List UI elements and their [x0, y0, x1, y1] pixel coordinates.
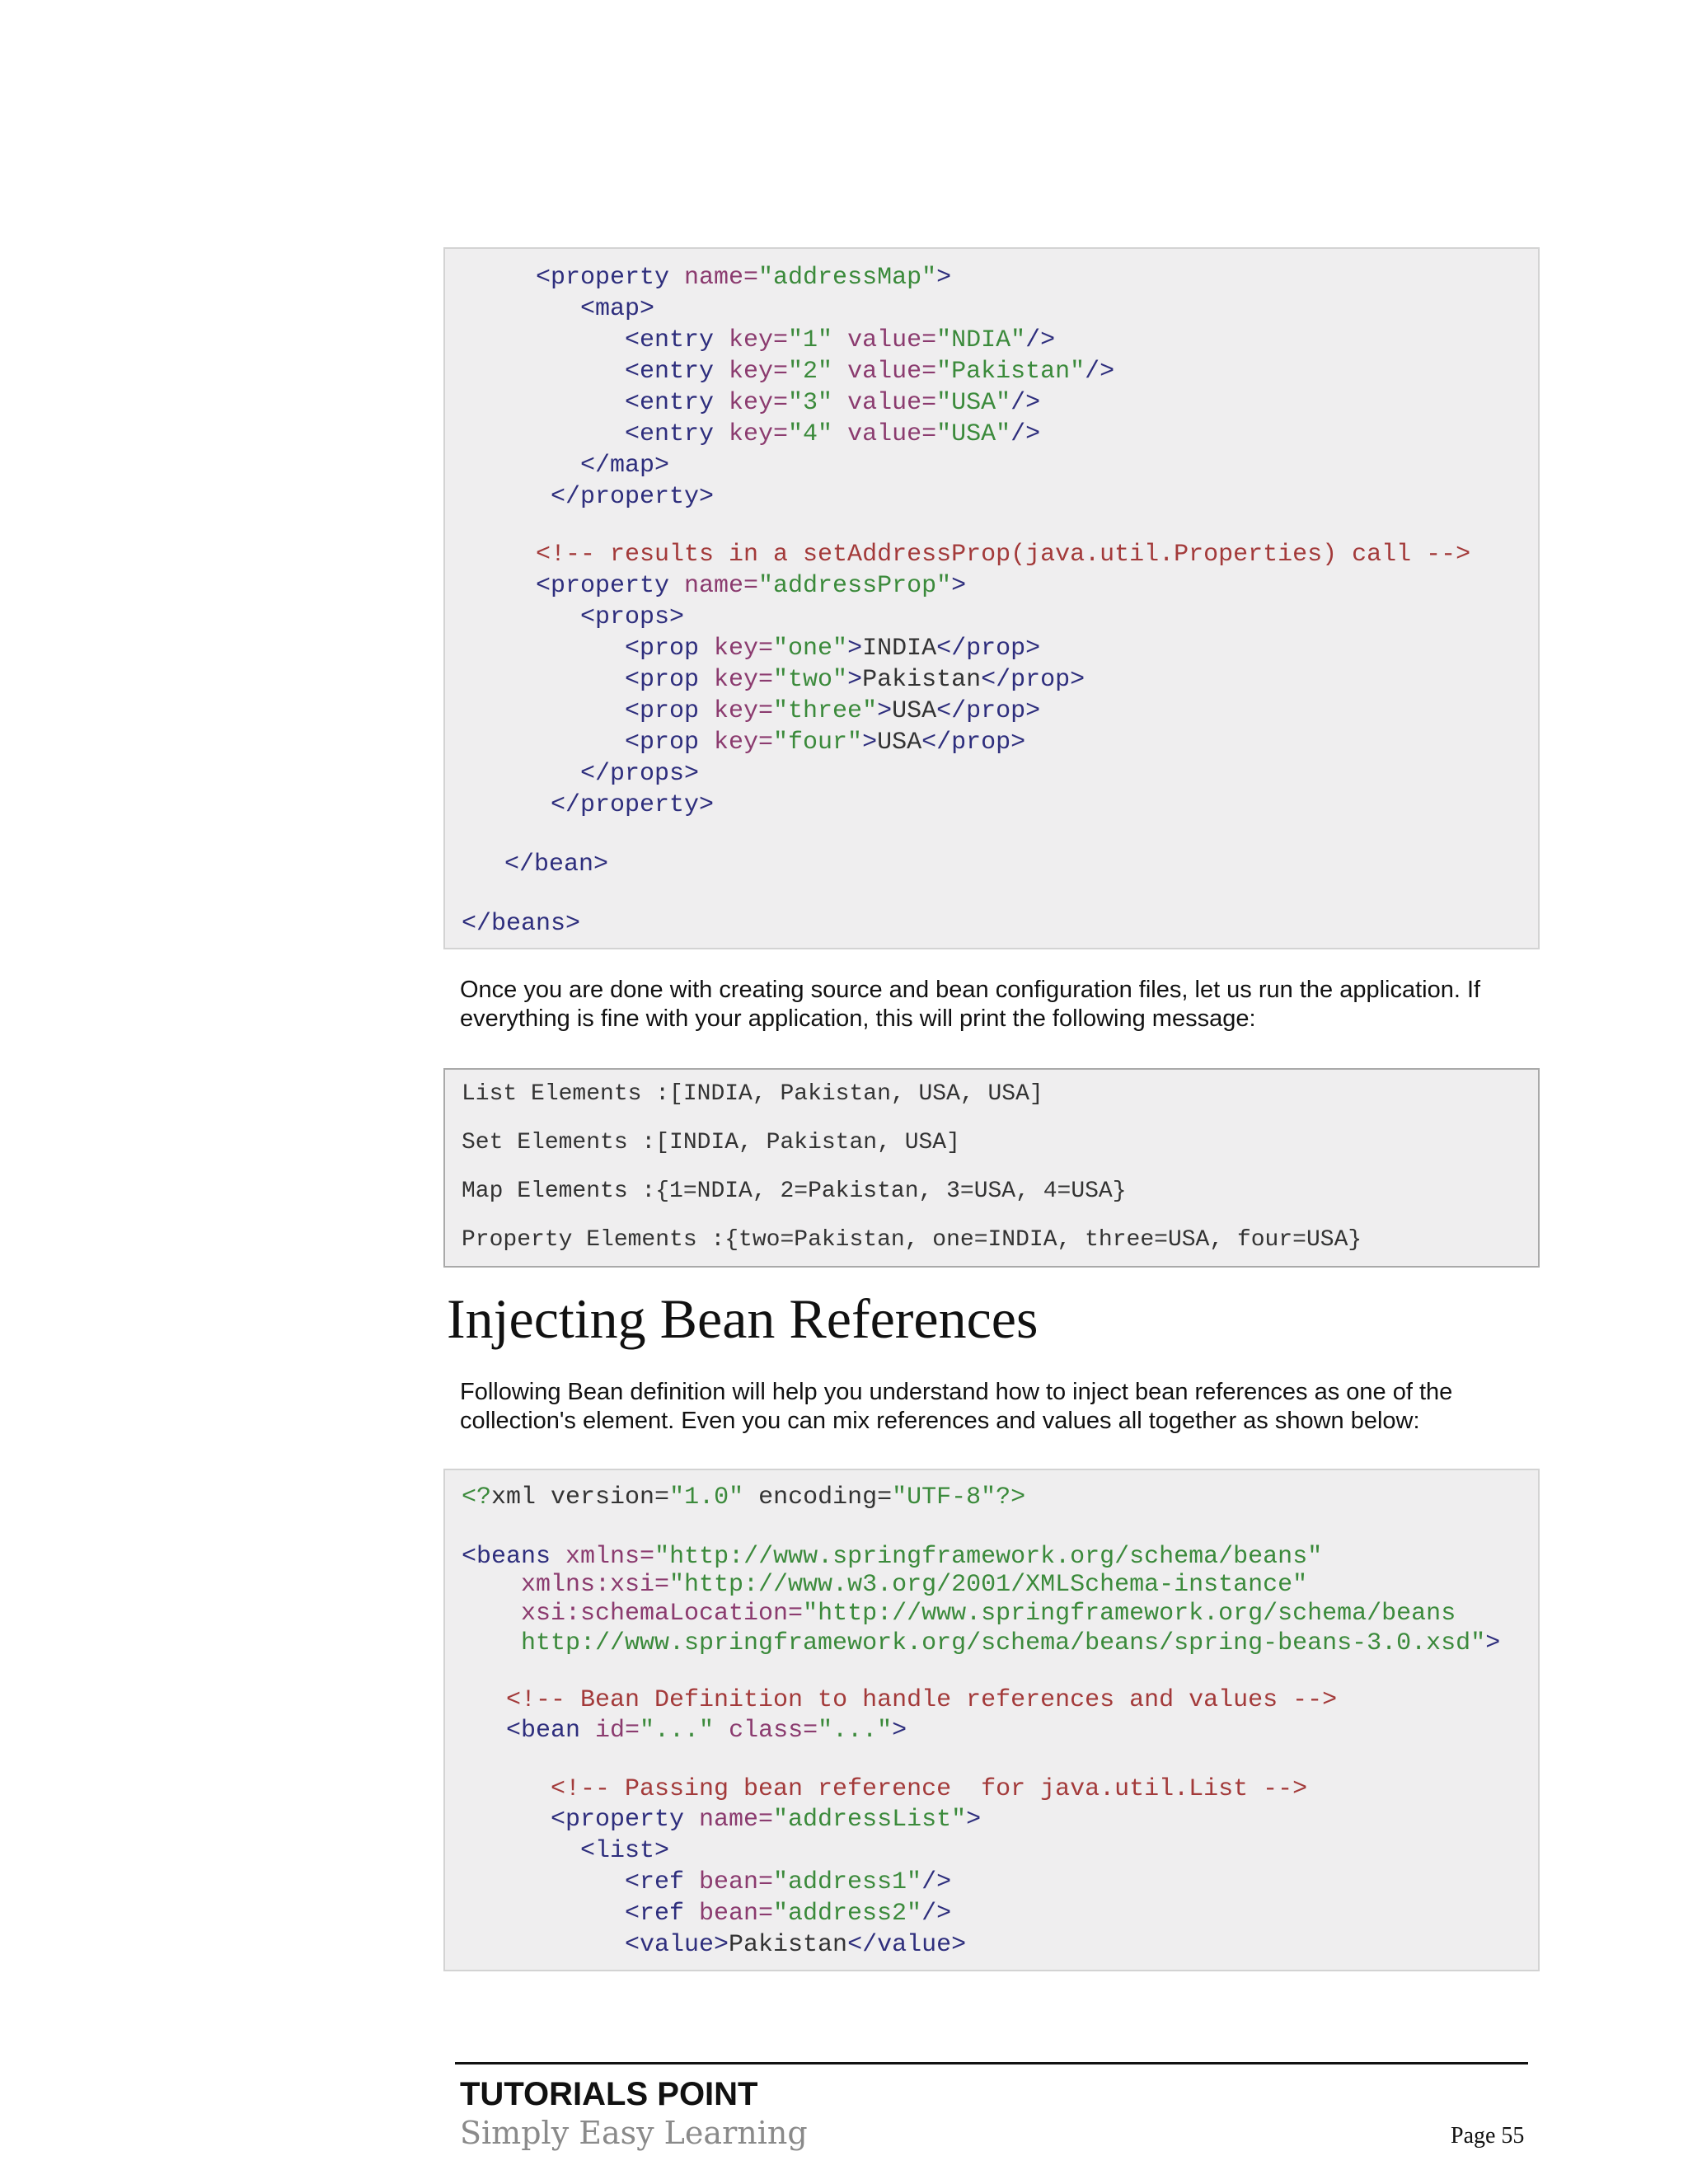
code-token: /> [1085, 358, 1115, 386]
code-line [551, 481, 714, 513]
code-token: key= [714, 635, 774, 663]
code-token: <!-- Bean Definition to handle references and values --> [506, 1686, 1338, 1714]
code-line [521, 1598, 1456, 1629]
code-comment [536, 539, 1470, 570]
code-token: <ref [625, 1900, 700, 1928]
code-token: xmlns:xsi= [521, 1571, 670, 1599]
code-token: key= [714, 729, 774, 757]
code-token: <list> [580, 1837, 670, 1865]
code-line [625, 664, 1085, 696]
code-token: <prop [625, 729, 715, 757]
code-token: name= [684, 572, 759, 600]
code-token: key= [729, 326, 789, 354]
code-line [536, 262, 951, 293]
code-token: <ref [625, 1868, 700, 1896]
code-token: class= [729, 1717, 818, 1745]
code-block-beans-continued [443, 247, 1540, 949]
body-paragraph-run-application [460, 976, 1531, 1033]
code-token: <!-- Passing bean reference for java.util.List --> [551, 1775, 1308, 1803]
code-line [580, 293, 654, 325]
code-token: "address2" [773, 1900, 922, 1928]
code-token: /> [921, 1900, 952, 1928]
code-token: "http://www.springframework.org/schema/beans [803, 1600, 1456, 1628]
code-line [625, 1929, 966, 1961]
code-token: <entry [625, 420, 729, 448]
output-line: List Elements :[INDIA, Pakistan, USA, USA] [462, 1081, 1043, 1107]
code-token: bean= [699, 1900, 774, 1928]
code-line [580, 758, 699, 790]
code-line [625, 1898, 951, 1929]
code-comment [551, 1774, 1307, 1805]
code-line [625, 325, 1055, 356]
code-token: USA [892, 697, 937, 725]
output-line: Property Elements :{two=Pakistan, one=INDIA, three=USA, four=USA} [462, 1227, 1362, 1253]
code-token: > [936, 264, 952, 292]
code-token: "addressList" [773, 1806, 967, 1834]
body-paragraph-bean-references [460, 1378, 1531, 1436]
section-heading: Injecting Bean References [447, 1287, 1039, 1350]
code-token: /> [921, 1868, 952, 1896]
code-token: "four" [773, 729, 863, 757]
code-token: </prop> [936, 697, 1041, 725]
footer-brand: TUTORIALS POINT [460, 2076, 758, 2112]
code-token: </props> [580, 760, 700, 788]
code-token: <property [536, 264, 685, 292]
code-token: </prop> [936, 635, 1041, 663]
code-token: > [847, 666, 863, 694]
code-token: "three" [773, 697, 878, 725]
paragraph-line: collection's element. Even you can mix references and values all together as shown below: [460, 1408, 1420, 1434]
footer-tagline: Simply Easy Learning [460, 2115, 808, 2151]
code-token: value= [847, 326, 937, 354]
code-token: > [847, 635, 863, 663]
code-token: <bean [506, 1717, 596, 1745]
code-token: xsi:schemaLocation= [521, 1600, 804, 1628]
code-token: "3" [788, 389, 848, 417]
code-line [625, 696, 1040, 727]
code-token: "http://www.springframework.org/schema/beans" [654, 1543, 1323, 1571]
code-token: bean= [699, 1868, 774, 1896]
code-block-bean-references [443, 1469, 1540, 1971]
code-token: key= [729, 358, 789, 386]
code-token: "NDIA" [936, 326, 1026, 354]
footer-divider [455, 2062, 1528, 2064]
paragraph-line: Following Bean definition will help you understand how to inject bean references as one of the [460, 1379, 1453, 1405]
code-token: key= [729, 389, 789, 417]
code-line [551, 1804, 981, 1835]
code-token: encoding= [743, 1483, 893, 1511]
code-token: Pakistan [862, 666, 982, 694]
code-token: "two" [773, 666, 848, 694]
code-token: xmlns= [565, 1543, 655, 1571]
code-token: "USA" [936, 389, 1011, 417]
code-token: /> [1025, 326, 1056, 354]
code-token: ?> [996, 1483, 1026, 1511]
code-line [521, 1569, 1307, 1601]
code-token: "addressMap" [758, 264, 937, 292]
code-line [504, 849, 608, 880]
code-line [625, 387, 1040, 419]
code-token: </prop> [981, 666, 1085, 694]
code-token: id= [595, 1717, 640, 1745]
code-line [580, 602, 684, 633]
code-line [551, 790, 714, 821]
code-token: </map> [580, 452, 670, 480]
code-line [536, 570, 966, 602]
code-line [506, 1715, 907, 1746]
code-token: "one" [773, 635, 848, 663]
code-token: <!-- results in a setAddressProp(java.util.Properties) call --> [536, 541, 1471, 569]
code-line [580, 1835, 669, 1867]
code-token: "1" [788, 326, 848, 354]
code-token: http://www.springframework.org/schema/beans/spring-beans-3.0.xsd" [521, 1629, 1486, 1657]
paragraph-line: Once you are done with creating source and bean configuration files, let us run the application. If [460, 977, 1481, 1003]
code-token: "http://www.w3.org/2001/XMLSchema-instance" [669, 1571, 1308, 1599]
code-token: > [1485, 1629, 1501, 1657]
code-token: "UTF-8" [892, 1483, 996, 1511]
code-token: <entry [625, 389, 729, 417]
code-token: /> [1010, 420, 1041, 448]
code-token: "4" [788, 420, 848, 448]
code-token: <map> [580, 295, 655, 323]
code-token: name= [684, 264, 759, 292]
code-token: </bean> [504, 851, 609, 879]
code-token: <value> [625, 1931, 729, 1959]
code-token: <beans [462, 1543, 566, 1571]
code-token: "address1" [773, 1868, 922, 1896]
code-token: <prop [625, 666, 715, 694]
code-token: > [966, 1806, 982, 1834]
code-token: "USA" [936, 420, 1011, 448]
code-token: key= [729, 420, 789, 448]
code-line [625, 727, 1025, 758]
code-token: Pakistan [729, 1931, 848, 1959]
code-token: "..." [640, 1717, 729, 1745]
code-token: INDIA [862, 635, 937, 663]
code-token: <prop [625, 635, 715, 663]
code-line [580, 450, 669, 481]
code-token: <prop [625, 697, 715, 725]
code-token: <? [462, 1483, 492, 1511]
code-token: value= [847, 389, 937, 417]
code-token: </property> [551, 791, 715, 819]
code-token: "..." [818, 1717, 893, 1745]
code-token: /> [1010, 389, 1041, 417]
console-output-block [443, 1068, 1540, 1268]
code-line [462, 908, 580, 940]
code-line [625, 1867, 951, 1898]
code-token: <entry [625, 326, 729, 354]
code-token: </value> [847, 1931, 967, 1959]
code-token: USA [877, 729, 922, 757]
code-token: > [877, 697, 893, 725]
code-token: </property> [551, 483, 715, 511]
code-token: key= [714, 666, 774, 694]
code-comment [506, 1685, 1337, 1716]
code-token: > [951, 572, 967, 600]
code-token: "1.0" [669, 1483, 744, 1511]
code-line [625, 356, 1114, 387]
paragraph-line: everything is fine with your application, this will print the following message: [460, 1005, 1256, 1032]
code-token: <property [551, 1806, 700, 1834]
code-line [462, 1482, 1025, 1513]
code-line [521, 1628, 1500, 1659]
code-token: key= [714, 697, 774, 725]
code-line [625, 419, 1040, 450]
code-token: > [862, 729, 878, 757]
code-token: </beans> [462, 910, 581, 938]
code-token: "Pakistan" [936, 358, 1085, 386]
code-token: "addressProp" [758, 572, 952, 600]
code-token: name= [699, 1806, 774, 1834]
page-number: Page 55 [1451, 2123, 1525, 2149]
output-line: Set Elements :[INDIA, Pakistan, USA] [462, 1130, 960, 1155]
code-token: value= [847, 420, 937, 448]
code-token: value= [847, 358, 937, 386]
code-token: > [892, 1717, 907, 1745]
code-line [462, 1541, 1322, 1572]
code-token: <property [536, 572, 685, 600]
code-token: <props> [580, 603, 685, 631]
code-token: <entry [625, 358, 729, 386]
code-token: xml version= [491, 1483, 670, 1511]
code-line [625, 633, 1040, 664]
code-token: </prop> [921, 729, 1026, 757]
code-token: "2" [788, 358, 848, 386]
output-line: Map Elements :{1=NDIA, 2=Pakistan, 3=USA, 4=USA} [462, 1179, 1127, 1204]
